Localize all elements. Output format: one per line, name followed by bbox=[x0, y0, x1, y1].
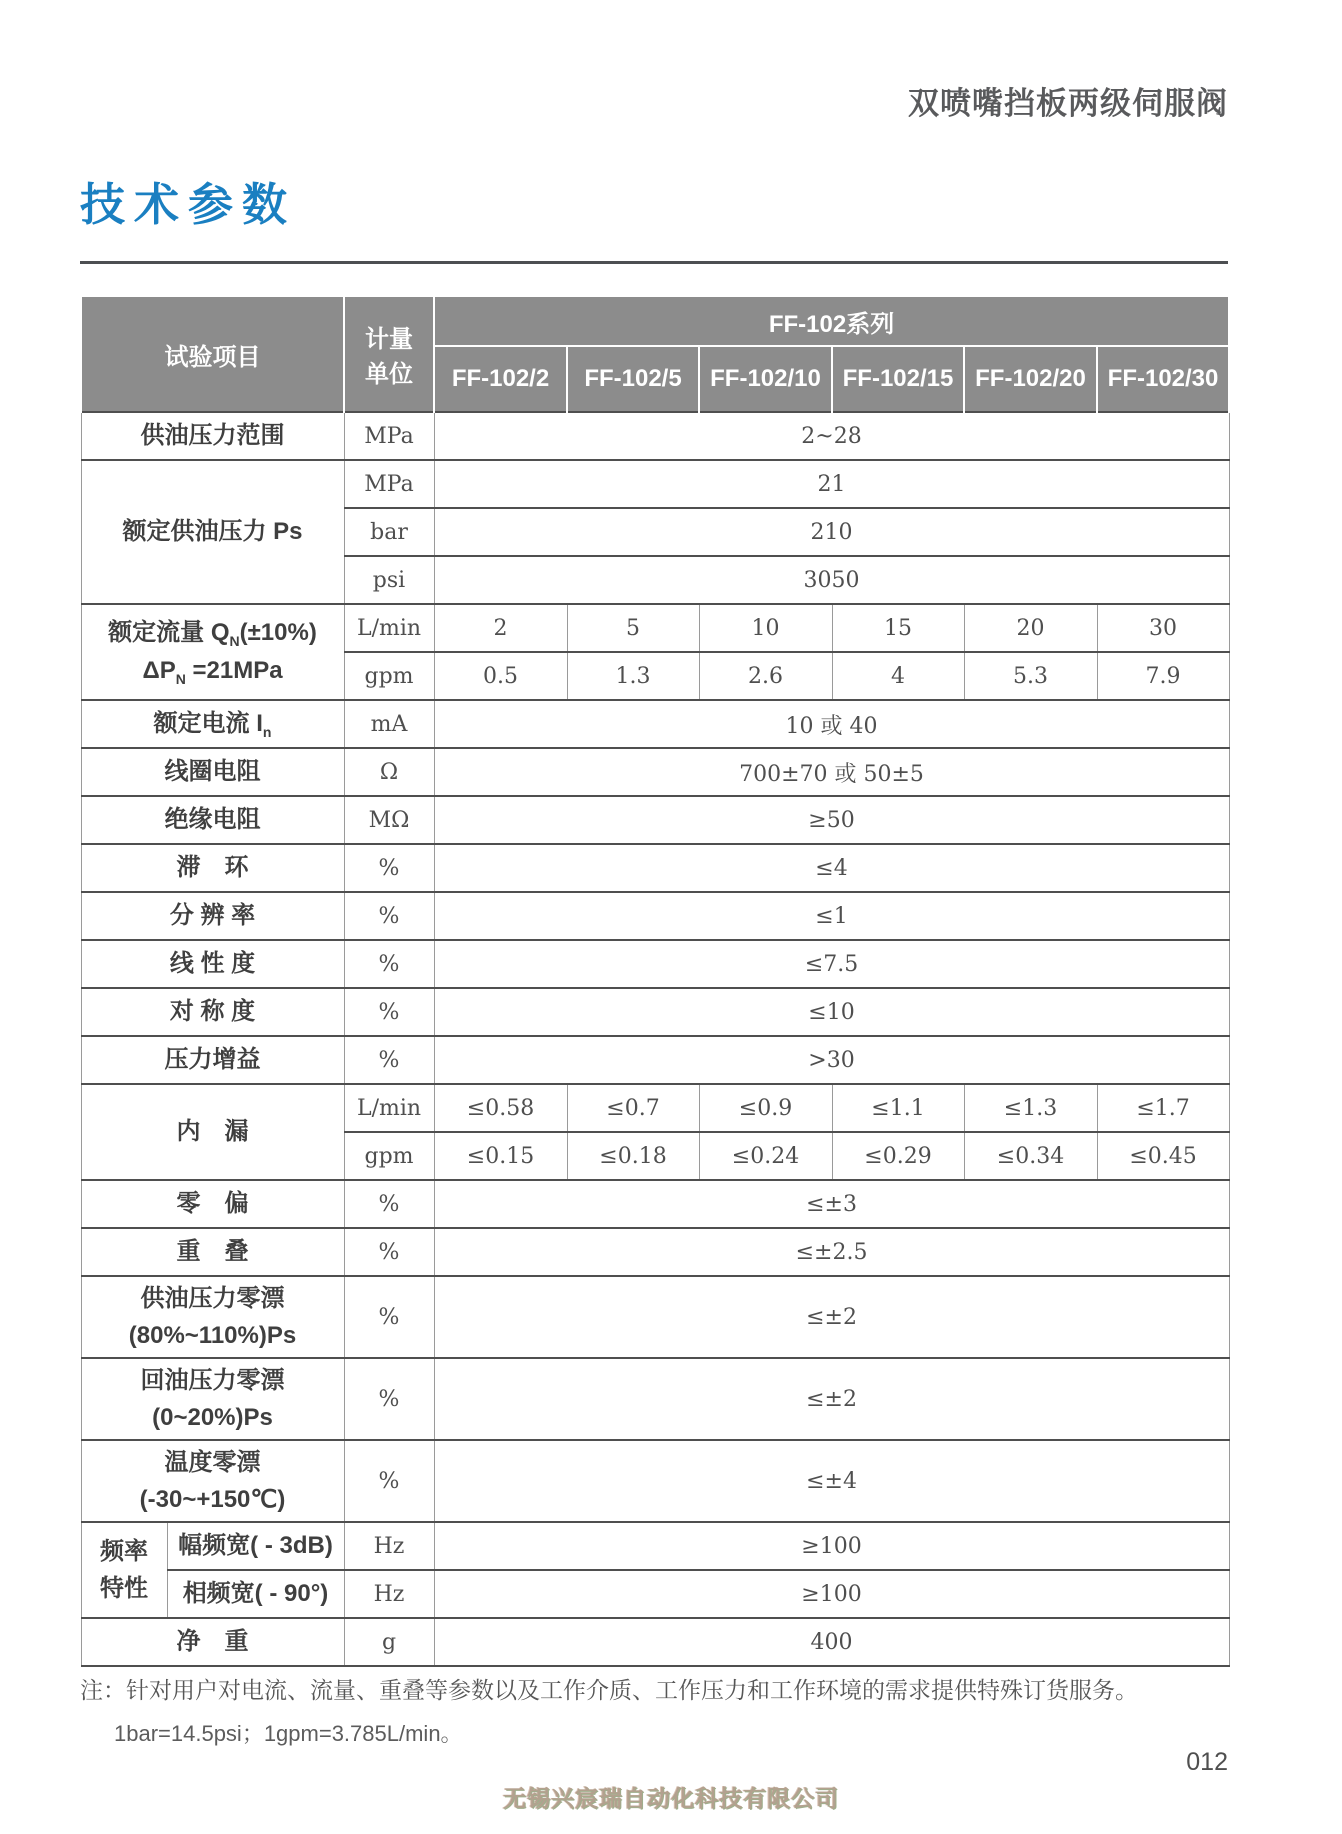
unit-cell: % bbox=[344, 844, 434, 892]
value-cell: ≤0.45 bbox=[1097, 1132, 1229, 1180]
value-cell: 400 bbox=[434, 1618, 1229, 1666]
table-row bbox=[81, 748, 1229, 796]
value-cell: 30 bbox=[1097, 604, 1229, 652]
row-label-cell: 额定供油压力 Ps bbox=[81, 460, 344, 604]
value-cell: ≤0.29 bbox=[832, 1132, 964, 1180]
column-header-test-item: 试验项目 bbox=[81, 296, 344, 412]
table-row bbox=[81, 1618, 1229, 1666]
table-row bbox=[81, 1440, 1229, 1522]
unit-cell: % bbox=[344, 1036, 434, 1084]
row-label-cell: 线圈电阻 bbox=[81, 748, 344, 796]
unit-cell: Ω bbox=[344, 748, 434, 796]
value-cell: 700±70 或 50±5 bbox=[434, 748, 1229, 796]
value-cell: ≤0.15 bbox=[434, 1132, 567, 1180]
header-row-series bbox=[81, 296, 1229, 346]
value-cell: 7.9 bbox=[1097, 652, 1229, 700]
unit-header-line1: 计量 bbox=[365, 326, 413, 353]
table-row bbox=[81, 1036, 1229, 1084]
row-label-cell: 额定电流 $I_n$ bbox=[81, 700, 344, 748]
value-cell: 2~28 bbox=[434, 412, 1229, 460]
row-label-cell: 对 称 度 bbox=[81, 988, 344, 1036]
value-cell: 210 bbox=[434, 508, 1229, 556]
table-row bbox=[81, 988, 1229, 1036]
unit-cell: g bbox=[344, 1618, 434, 1666]
unit-cell: % bbox=[344, 988, 434, 1036]
value-cell: ≤0.9 bbox=[699, 1084, 832, 1132]
value-cell: ≥100 bbox=[434, 1570, 1229, 1618]
document-header: 双喷嘴挡板两级伺服阀 bbox=[908, 86, 1228, 121]
value-cell: 15 bbox=[832, 604, 964, 652]
unit-cell: L/min bbox=[344, 604, 434, 652]
value-cell: ≤±4 bbox=[434, 1440, 1229, 1522]
row-label-cell: 压力增益 bbox=[81, 1036, 344, 1084]
column-header-model-2: FF-102/5 bbox=[567, 346, 699, 412]
value-cell: ≤1.3 bbox=[964, 1084, 1097, 1132]
row-label-cell: 内 漏 bbox=[81, 1084, 344, 1180]
unit-cell: % bbox=[344, 892, 434, 940]
value-cell: ≤0.7 bbox=[567, 1084, 699, 1132]
value-cell: 21 bbox=[434, 460, 1229, 508]
column-header-model-1: FF-102/2 bbox=[434, 346, 567, 412]
value-cell: ≤±3 bbox=[434, 1180, 1229, 1228]
table-row bbox=[81, 1084, 1229, 1132]
value-cell: ≤±2.5 bbox=[434, 1228, 1229, 1276]
table-row bbox=[81, 892, 1229, 940]
unit-cell: L/min bbox=[344, 1084, 434, 1132]
table-row bbox=[81, 1276, 1229, 1358]
value-cell: ≤4 bbox=[434, 844, 1229, 892]
table-row bbox=[81, 1522, 1229, 1570]
value-cell: ≤±2 bbox=[434, 1358, 1229, 1440]
unit-cell: % bbox=[344, 1276, 434, 1358]
column-header-model-6: FF-102/30 bbox=[1097, 346, 1229, 412]
row-label-cell: 供油压力范围 bbox=[81, 412, 344, 460]
table-row bbox=[81, 1180, 1229, 1228]
value-cell: ≤0.18 bbox=[567, 1132, 699, 1180]
spec-table bbox=[80, 295, 1230, 1667]
column-header-model-4: FF-102/15 bbox=[832, 346, 964, 412]
unit-cell: % bbox=[344, 1228, 434, 1276]
unit-cell: MPa bbox=[344, 412, 434, 460]
value-cell: 1.3 bbox=[567, 652, 699, 700]
value-cell: ≤0.24 bbox=[699, 1132, 832, 1180]
value-cell: ≤10 bbox=[434, 988, 1229, 1036]
value-cell: ≤1.1 bbox=[832, 1084, 964, 1132]
table-row bbox=[81, 1228, 1229, 1276]
footer-company-watermark: 无锡兴宸瑞自动化科技有限公司 bbox=[503, 1785, 839, 1811]
unit-cell: Hz bbox=[344, 1522, 434, 1570]
unit-cell: bar bbox=[344, 508, 434, 556]
table-body bbox=[81, 412, 1229, 1666]
unit-cell: % bbox=[344, 1440, 434, 1522]
row-label-cell: 相频宽( - 90°) bbox=[167, 1570, 344, 1618]
table-row bbox=[81, 604, 1229, 652]
unit-cell: gpm bbox=[344, 652, 434, 700]
value-cell: 3050 bbox=[434, 556, 1229, 604]
row-label-cell: 重 叠 bbox=[81, 1228, 344, 1276]
value-cell: 10 或 40 bbox=[434, 700, 1229, 748]
unit-cell: % bbox=[344, 1358, 434, 1440]
unit-cell: psi bbox=[344, 556, 434, 604]
table-header bbox=[81, 296, 1229, 412]
row-label-cell: 额定流量 $Q_N(\pm 10\%)$ $\Delta P_N =21MPa$ bbox=[81, 604, 344, 700]
unit-cell: mA bbox=[344, 700, 434, 748]
row-label-cell: 净 重 bbox=[81, 1618, 344, 1666]
value-cell: 10 bbox=[699, 604, 832, 652]
row-label-cell: 温度零漂 (-30~+150℃) bbox=[81, 1440, 344, 1522]
page-title: 技术参数 bbox=[80, 179, 297, 230]
table-row bbox=[81, 1358, 1229, 1440]
column-header-model-3: FF-102/10 bbox=[699, 346, 832, 412]
footnote-line-2: 1bar=14.5psi；1gpm=3.785L/min。 bbox=[114, 1720, 463, 1746]
row-label-cell: 分 辨 率 bbox=[81, 892, 344, 940]
value-cell: ≥100 bbox=[434, 1522, 1229, 1570]
footnote-line-1: 注：针对用户对电流、流量、重叠等参数以及工作介质、工作压力和工作环境的需求提供特殊订货服务。 bbox=[80, 1677, 1138, 1703]
table-row bbox=[81, 700, 1229, 748]
value-cell: ≤±2 bbox=[434, 1276, 1229, 1358]
value-cell: 4 bbox=[832, 652, 964, 700]
row-label-cell: 零 偏 bbox=[81, 1180, 344, 1228]
unit-cell: % bbox=[344, 1180, 434, 1228]
value-cell: ≤0.34 bbox=[964, 1132, 1097, 1180]
value-cell: 2 bbox=[434, 604, 567, 652]
row-label-cell: 频率 特性 bbox=[81, 1522, 167, 1618]
unit-cell: MPa bbox=[344, 460, 434, 508]
unit-cell: Hz bbox=[344, 1570, 434, 1618]
title-rule bbox=[80, 261, 1228, 264]
unit-cell: % bbox=[344, 940, 434, 988]
value-cell: ≤1.7 bbox=[1097, 1084, 1229, 1132]
column-header-model-5: FF-102/20 bbox=[964, 346, 1097, 412]
unit-cell: MΩ bbox=[344, 796, 434, 844]
table-row bbox=[81, 412, 1229, 460]
value-cell: 0.5 bbox=[434, 652, 567, 700]
value-cell: ≤7.5 bbox=[434, 940, 1229, 988]
value-cell: ≥50 bbox=[434, 796, 1229, 844]
value-cell: 2.6 bbox=[699, 652, 832, 700]
value-cell: 20 bbox=[964, 604, 1097, 652]
table-row bbox=[81, 460, 1229, 508]
table-row bbox=[81, 844, 1229, 892]
row-label-cell: 绝缘电阻 bbox=[81, 796, 344, 844]
table-row bbox=[81, 1570, 1229, 1618]
column-header-unit bbox=[344, 296, 434, 412]
value-cell: >30 bbox=[434, 1036, 1229, 1084]
column-header-series: FF-102系列 bbox=[434, 296, 1229, 346]
value-cell: ≤0.58 bbox=[434, 1084, 567, 1132]
unit-header-line2: 单位 bbox=[365, 361, 413, 388]
table-row bbox=[81, 796, 1229, 844]
row-label-cell: 幅频宽( - 3dB) bbox=[167, 1522, 344, 1570]
footnote bbox=[80, 1668, 1228, 1756]
page-number: 012 bbox=[1186, 1748, 1228, 1776]
value-cell: 5.3 bbox=[964, 652, 1097, 700]
value-cell: ≤1 bbox=[434, 892, 1229, 940]
table-row bbox=[81, 940, 1229, 988]
row-label-cell: 供油压力零漂 (80%~110%)Ps bbox=[81, 1276, 344, 1358]
row-label-cell: 回油压力零漂 (0~20%)Ps bbox=[81, 1358, 344, 1440]
value-cell: 5 bbox=[567, 604, 699, 652]
row-label-cell: 滞 环 bbox=[81, 844, 344, 892]
unit-cell: gpm bbox=[344, 1132, 434, 1180]
row-label-cell: 线 性 度 bbox=[81, 940, 344, 988]
